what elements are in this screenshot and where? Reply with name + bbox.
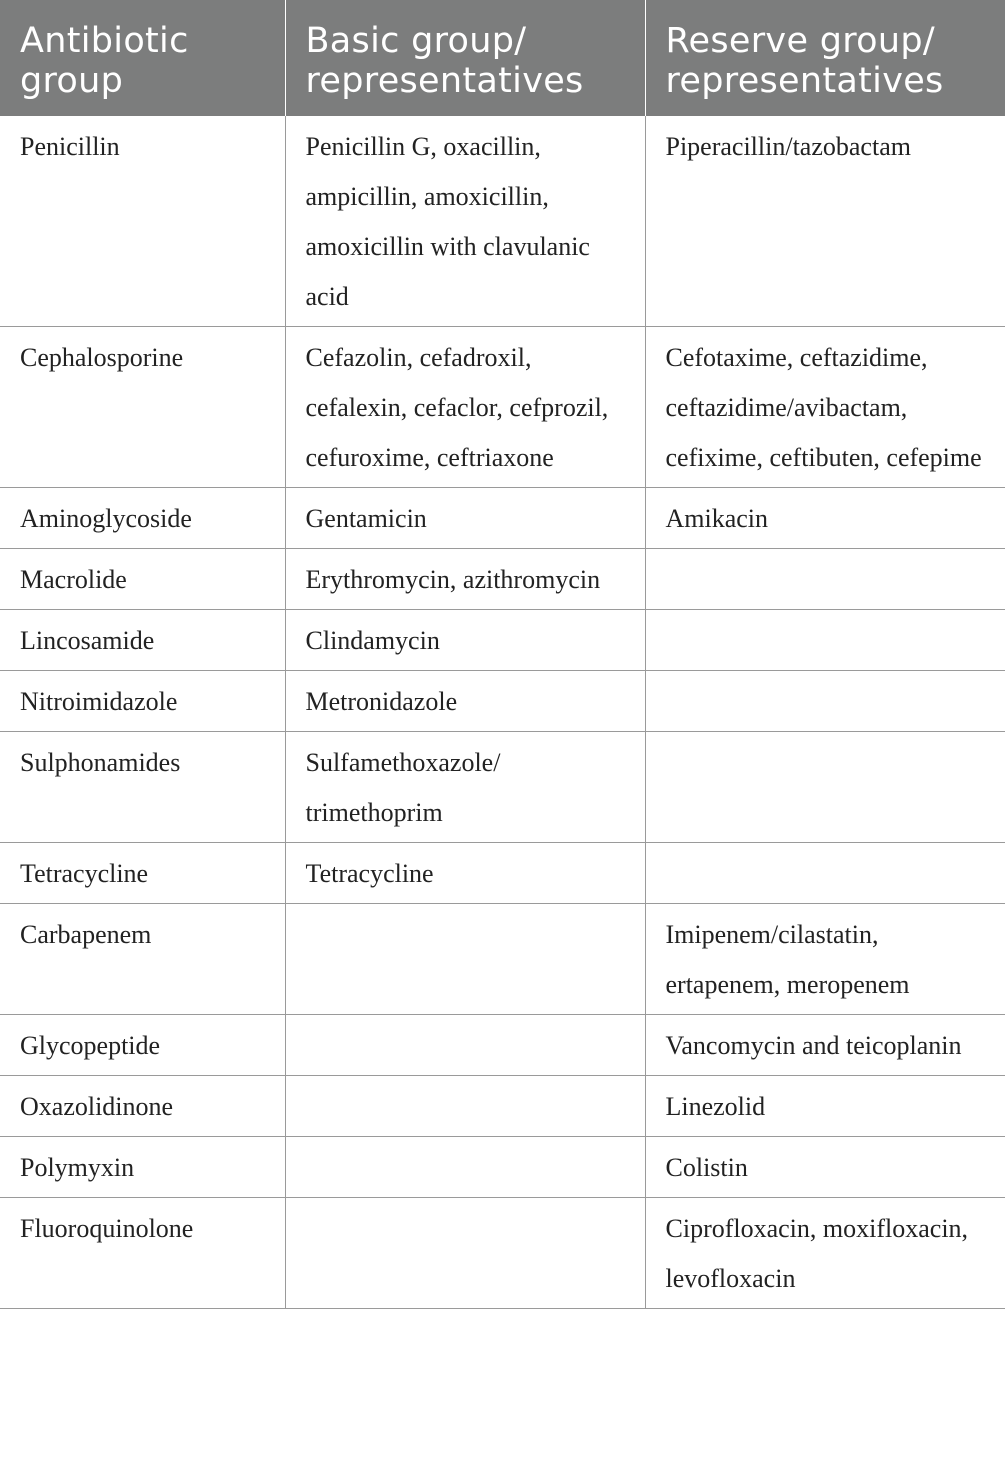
cell-antibiotic-group: Fluoroquinolone (0, 1198, 285, 1309)
cell-antibiotic-group: Polymyxin (0, 1137, 285, 1198)
cell-antibiotic-group: Nitroimidazole (0, 671, 285, 732)
cell-reserve-group: Amikacin (645, 488, 1005, 549)
header-reserve-group: Reserve group/ representatives (645, 0, 1005, 116)
cell-reserve-group: Colistin (645, 1137, 1005, 1198)
cell-basic-group: Penicillin G, oxacillin, ampicillin, amoxicillin, amoxicillin with clavulanic acid (285, 116, 645, 327)
cell-basic-group (285, 1076, 645, 1137)
cell-antibiotic-group: Carbapenem (0, 904, 285, 1015)
table-row (0, 904, 1005, 1015)
cell-antibiotic-group: Lincosamide (0, 610, 285, 671)
table-row (0, 1198, 1005, 1309)
cell-reserve-group: Piperacillin/tazobactam (645, 116, 1005, 327)
cell-basic-group (285, 1015, 645, 1076)
cell-basic-group: Gentamicin (285, 488, 645, 549)
cell-antibiotic-group: Oxazolidinone (0, 1076, 285, 1137)
cell-reserve-group: Linezolid (645, 1076, 1005, 1137)
table-row (0, 549, 1005, 610)
cell-reserve-group: Ciprofloxacin, moxifloxacin, levofloxacin (645, 1198, 1005, 1309)
cell-reserve-group: Imipenem/cilastatin, ertapenem, meropenem (645, 904, 1005, 1015)
table-row (0, 732, 1005, 843)
table-row (0, 1137, 1005, 1198)
table-row (0, 671, 1005, 732)
table-row (0, 488, 1005, 549)
cell-basic-group: Clindamycin (285, 610, 645, 671)
cell-antibiotic-group: Sulphonamides (0, 732, 285, 843)
table-row (0, 843, 1005, 904)
cell-basic-group (285, 1137, 645, 1198)
table-row (0, 610, 1005, 671)
cell-reserve-group (645, 671, 1005, 732)
table-row (0, 1015, 1005, 1076)
cell-basic-group (285, 904, 645, 1015)
cell-antibiotic-group: Tetracycline (0, 843, 285, 904)
cell-reserve-group: Cefotaxime, ceftazidime, ceftazidime/avibactam, cefixime, ceftibuten, cefepime (645, 327, 1005, 488)
header-row (0, 0, 1005, 116)
cell-antibiotic-group: Macrolide (0, 549, 285, 610)
cell-basic-group: Cefazolin, cefadroxil, cefalexin, cefaclor, cefprozil, cefuroxime, ceftriaxone (285, 327, 645, 488)
cell-antibiotic-group: Aminoglycoside (0, 488, 285, 549)
cell-reserve-group (645, 843, 1005, 904)
cell-reserve-group: Vancomycin and teicoplanin (645, 1015, 1005, 1076)
cell-antibiotic-group: Cephalosporine (0, 327, 285, 488)
table-row (0, 327, 1005, 488)
table-body (0, 116, 1005, 1309)
cell-basic-group (285, 1198, 645, 1309)
cell-basic-group: Tetracycline (285, 843, 645, 904)
cell-basic-group: Erythromycin, azithromycin (285, 549, 645, 610)
header-basic-group: Basic group/ representatives (285, 0, 645, 116)
table-row (0, 116, 1005, 327)
cell-antibiotic-group: Glycopeptide (0, 1015, 285, 1076)
table-row (0, 1076, 1005, 1137)
header-antibiotic-group: Antibiotic group (0, 0, 285, 116)
table-header (0, 0, 1005, 116)
cell-reserve-group (645, 549, 1005, 610)
cell-basic-group: Sulfamethoxazole/ trimethoprim (285, 732, 645, 843)
cell-reserve-group (645, 610, 1005, 671)
cell-reserve-group (645, 732, 1005, 843)
cell-basic-group: Metronidazole (285, 671, 645, 732)
cell-antibiotic-group: Penicillin (0, 116, 285, 327)
